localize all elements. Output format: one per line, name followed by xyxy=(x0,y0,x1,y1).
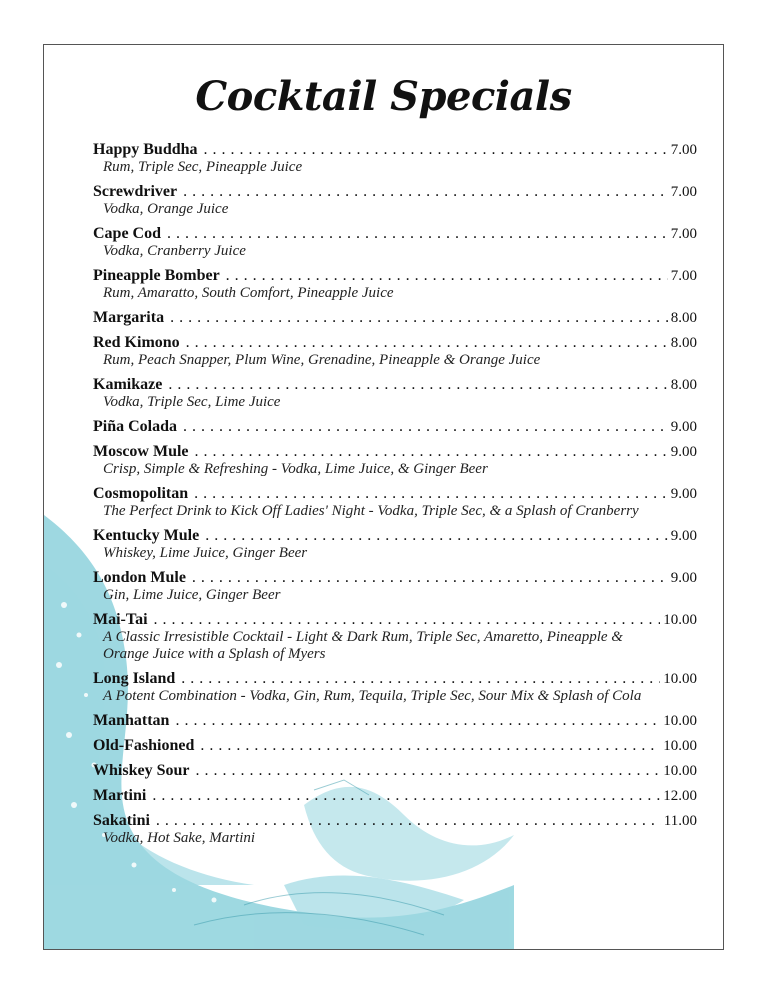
dot-leader xyxy=(181,670,660,688)
menu-item xyxy=(93,737,697,755)
item-name: Kamikaze xyxy=(93,376,163,393)
item-price: 7.00 xyxy=(670,184,697,200)
menu-item xyxy=(93,712,697,730)
menu-title: Cocktail Specials xyxy=(195,73,572,120)
dot-leader xyxy=(192,569,668,587)
menu-item xyxy=(93,418,697,436)
item-price: 9.00 xyxy=(670,444,697,460)
item-description: A Potent Combination - Vodka, Gin, Rum, Tequila, Triple Sec, Sour Mix & Splash of Cola xyxy=(103,688,642,704)
menu-item-row xyxy=(93,611,697,629)
dot-leader xyxy=(226,267,668,285)
menu-item-row xyxy=(93,334,697,352)
item-price: 10.00 xyxy=(663,738,697,754)
dot-leader xyxy=(170,309,668,327)
dot-leader xyxy=(183,418,668,436)
menu-page xyxy=(43,44,724,950)
item-description: Vodka, Triple Sec, Lime Juice xyxy=(103,394,281,410)
item-description: Vodka, Orange Juice xyxy=(103,201,229,217)
dot-leader xyxy=(183,183,668,201)
menu-item xyxy=(93,334,697,369)
menu-item xyxy=(93,762,697,780)
item-description: Vodka, Hot Sake, Martini xyxy=(103,830,256,846)
menu-item-row xyxy=(93,267,697,285)
dot-leader xyxy=(175,712,660,730)
menu-item xyxy=(93,183,697,218)
menu-item-row xyxy=(93,787,697,805)
menu-item-row xyxy=(93,443,697,461)
item-name: Piña Colada xyxy=(93,418,178,435)
item-name: London Mule xyxy=(93,569,186,586)
item-name: Pineapple Bomber xyxy=(93,267,220,284)
item-name: Martini xyxy=(93,787,147,804)
item-price: 9.00 xyxy=(670,419,697,435)
menu-item-row xyxy=(93,670,697,688)
dot-leader xyxy=(156,812,661,830)
menu-item xyxy=(93,611,697,663)
item-price: 7.00 xyxy=(670,268,697,284)
dot-leader xyxy=(195,443,668,461)
item-name: Old-Fashioned xyxy=(93,737,195,754)
menu-item xyxy=(93,443,697,478)
dot-leader xyxy=(195,762,660,780)
item-name: Cape Cod xyxy=(93,225,162,242)
item-name: Manhattan xyxy=(93,712,170,729)
item-description: The Perfect Drink to Kick Off Ladies' Night - Vodka, Triple Sec, & a Splash of Cranberry xyxy=(103,503,639,519)
item-price: 10.00 xyxy=(663,671,697,687)
menu-item xyxy=(93,225,697,260)
menu-item xyxy=(93,812,697,847)
menu-item-row xyxy=(93,485,697,503)
item-price: 7.00 xyxy=(670,142,697,158)
menu-item xyxy=(93,485,697,520)
menu-item-row xyxy=(93,762,697,780)
item-name: Sakatini xyxy=(93,812,150,829)
item-description: Vodka, Cranberry Juice xyxy=(103,243,246,259)
item-description: Rum, Triple Sec, Pineapple Juice xyxy=(103,159,303,175)
menu-item xyxy=(93,670,697,705)
item-name: Mai-Tai xyxy=(93,611,148,628)
item-price: 8.00 xyxy=(670,310,697,326)
item-description: A Classic Irresistible Cocktail - Light & Dark Rum, Triple Sec, Amaretto, Pineapple & Orange Juice with a Splash of Myers xyxy=(103,629,623,662)
item-description: Crisp, Simple & Refreshing - Vodka, Lime Juice, & Ginger Beer xyxy=(103,461,488,477)
item-name: Red Kimono xyxy=(93,334,180,351)
item-name: Happy Buddha xyxy=(93,141,198,158)
menu-item xyxy=(93,309,697,327)
item-name: Moscow Mule xyxy=(93,443,189,460)
item-description: Rum, Amaratto, South Comfort, Pineapple Juice xyxy=(103,285,394,301)
dot-leader xyxy=(204,141,668,159)
item-price: 10.00 xyxy=(663,763,697,779)
menu-item-row xyxy=(93,183,697,201)
dot-leader xyxy=(168,376,667,394)
menu-item xyxy=(93,376,697,411)
item-price: 8.00 xyxy=(670,335,697,351)
dot-leader xyxy=(194,485,668,503)
item-name: Long Island xyxy=(93,670,176,687)
item-price: 9.00 xyxy=(670,486,697,502)
menu-item-row xyxy=(93,309,697,327)
item-price: 9.00 xyxy=(670,570,697,586)
item-name: Margarita xyxy=(93,309,165,326)
item-description: Gin, Lime Juice, Ginger Beer xyxy=(103,587,281,603)
item-price: 10.00 xyxy=(663,612,697,628)
menu-item-row xyxy=(93,712,697,730)
menu-item-row xyxy=(93,737,697,755)
menu-item-row xyxy=(93,527,697,545)
item-price: 7.00 xyxy=(670,226,697,242)
item-name: Whiskey Sour xyxy=(93,762,190,779)
menu-item-row xyxy=(93,225,697,243)
item-price: 12.00 xyxy=(663,788,697,804)
menu-item-row xyxy=(93,812,697,830)
item-price: 11.00 xyxy=(663,813,697,829)
item-description: Rum, Peach Snapper, Plum Wine, Grenadine, Pineapple & Orange Juice xyxy=(103,352,541,368)
item-name: Kentucky Mule xyxy=(93,527,200,544)
item-price: 10.00 xyxy=(663,713,697,729)
menu-item-row xyxy=(93,376,697,394)
dot-leader xyxy=(205,527,668,545)
dot-leader xyxy=(200,737,660,755)
menu-item-row xyxy=(93,141,697,159)
menu-item xyxy=(93,527,697,562)
menu-item xyxy=(93,141,697,176)
menu-item xyxy=(93,569,697,604)
dot-leader xyxy=(167,225,668,243)
menu-item xyxy=(93,267,697,302)
item-name: Cosmopolitan xyxy=(93,485,189,502)
dot-leader xyxy=(154,611,661,629)
item-price: 8.00 xyxy=(670,377,697,393)
dot-leader xyxy=(152,787,660,805)
dot-leader xyxy=(186,334,668,352)
item-name: Screwdriver xyxy=(93,183,178,200)
menu-item-row xyxy=(93,569,697,587)
menu-item xyxy=(93,787,697,805)
item-description: Whiskey, Lime Juice, Ginger Beer xyxy=(103,545,308,561)
cocktail-list xyxy=(93,141,697,854)
item-price: 9.00 xyxy=(670,528,697,544)
menu-item-row xyxy=(93,418,697,436)
